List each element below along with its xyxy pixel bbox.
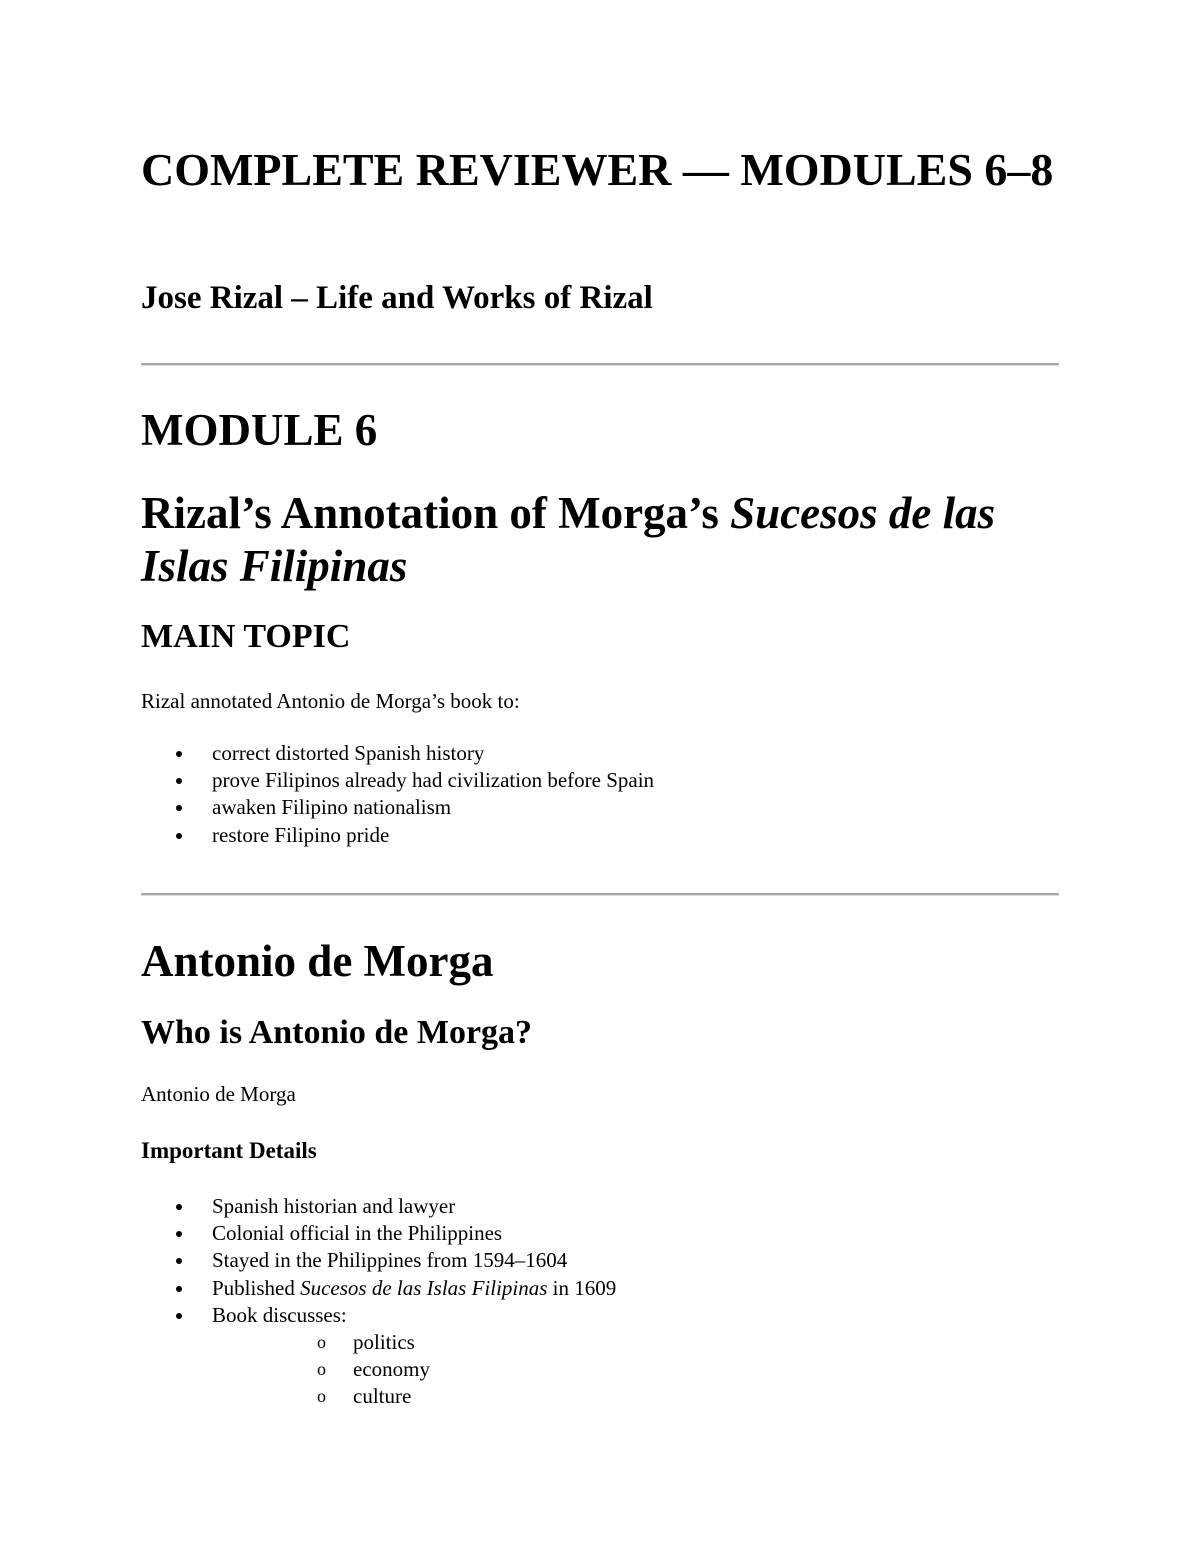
list-item-text: Stayed in the Philippines from 1594–1604 (212, 1248, 568, 1273)
document-title: COMPLETE REVIEWER — MODULES 6–8 (141, 144, 1054, 195)
bullet-icon (176, 805, 182, 811)
list-item (141, 740, 654, 767)
published-suffix: in 1609 (547, 1275, 617, 1300)
circle-bullet-icon: o (317, 1359, 326, 1380)
module-subtitle (141, 487, 1061, 593)
list-item (141, 1220, 616, 1247)
sub-list-item-text: economy (353, 1357, 430, 1382)
sub-list-item (212, 1356, 616, 1383)
horizontal-divider (141, 893, 1059, 896)
module-subtitle-book-title: Sucesos de las Islas Filipinas (141, 488, 996, 591)
section-heading-morga: Antonio de Morga (141, 936, 494, 986)
sub-list-item-text: politics (353, 1330, 415, 1355)
bullet-icon (176, 1204, 182, 1210)
list-item (141, 1247, 616, 1274)
bullet-icon (176, 751, 182, 757)
list-item (141, 794, 654, 821)
bullet-icon (176, 778, 182, 784)
bullet-icon (176, 1286, 182, 1292)
book-topics-list (212, 1329, 616, 1411)
published-book-title: Sucesos de las Islas Filipinas (300, 1275, 548, 1300)
list-item-text: Colonial official in the Philippines (212, 1221, 503, 1246)
bullet-icon (176, 1258, 182, 1264)
main-topic-list (141, 740, 654, 849)
list-item (141, 767, 654, 794)
list-item-text: Spanish historian and lawyer (212, 1194, 456, 1218)
list-item-text: prove Filipinos already had civilization before Spain (212, 768, 655, 793)
bullet-icon (176, 1313, 182, 1319)
list-item (141, 1302, 616, 1411)
main-topic-intro: Rizal annotated Antonio de Morga’s book to: (141, 689, 520, 713)
document-subtitle: Jose Rizal – Life and Works of Rizal (141, 280, 653, 316)
important-details-heading: Important Details (141, 1138, 317, 1163)
list-item-text: restore Filipino pride (212, 822, 390, 847)
list-item (141, 1193, 616, 1220)
sub-list-item-text: culture (353, 1384, 412, 1409)
published-prefix: Published (212, 1275, 301, 1300)
bullet-icon (176, 1231, 182, 1237)
sub-list-item (212, 1329, 616, 1356)
list-item-text: correct distorted Spanish history (212, 741, 485, 765)
morga-name-text: Antonio de Morga (141, 1082, 296, 1106)
list-item (141, 822, 654, 849)
bullet-icon (176, 833, 182, 839)
who-is-morga-heading: Who is Antonio de Morga? (141, 1014, 533, 1051)
list-item-text: Book discusses: (212, 1302, 347, 1327)
module-subtitle-text: Rizal’s Annotation of Morga’s (141, 488, 731, 538)
main-topic-heading: MAIN TOPIC (141, 618, 351, 655)
important-details-list (141, 1193, 616, 1411)
module-title: MODULE 6 (141, 405, 378, 455)
sub-list-item (212, 1383, 616, 1410)
circle-bullet-icon: o (317, 1332, 326, 1353)
list-item-text: awaken Filipino nationalism (212, 795, 452, 820)
circle-bullet-icon: o (317, 1386, 326, 1407)
list-item (141, 1275, 616, 1302)
horizontal-divider (141, 363, 1059, 366)
